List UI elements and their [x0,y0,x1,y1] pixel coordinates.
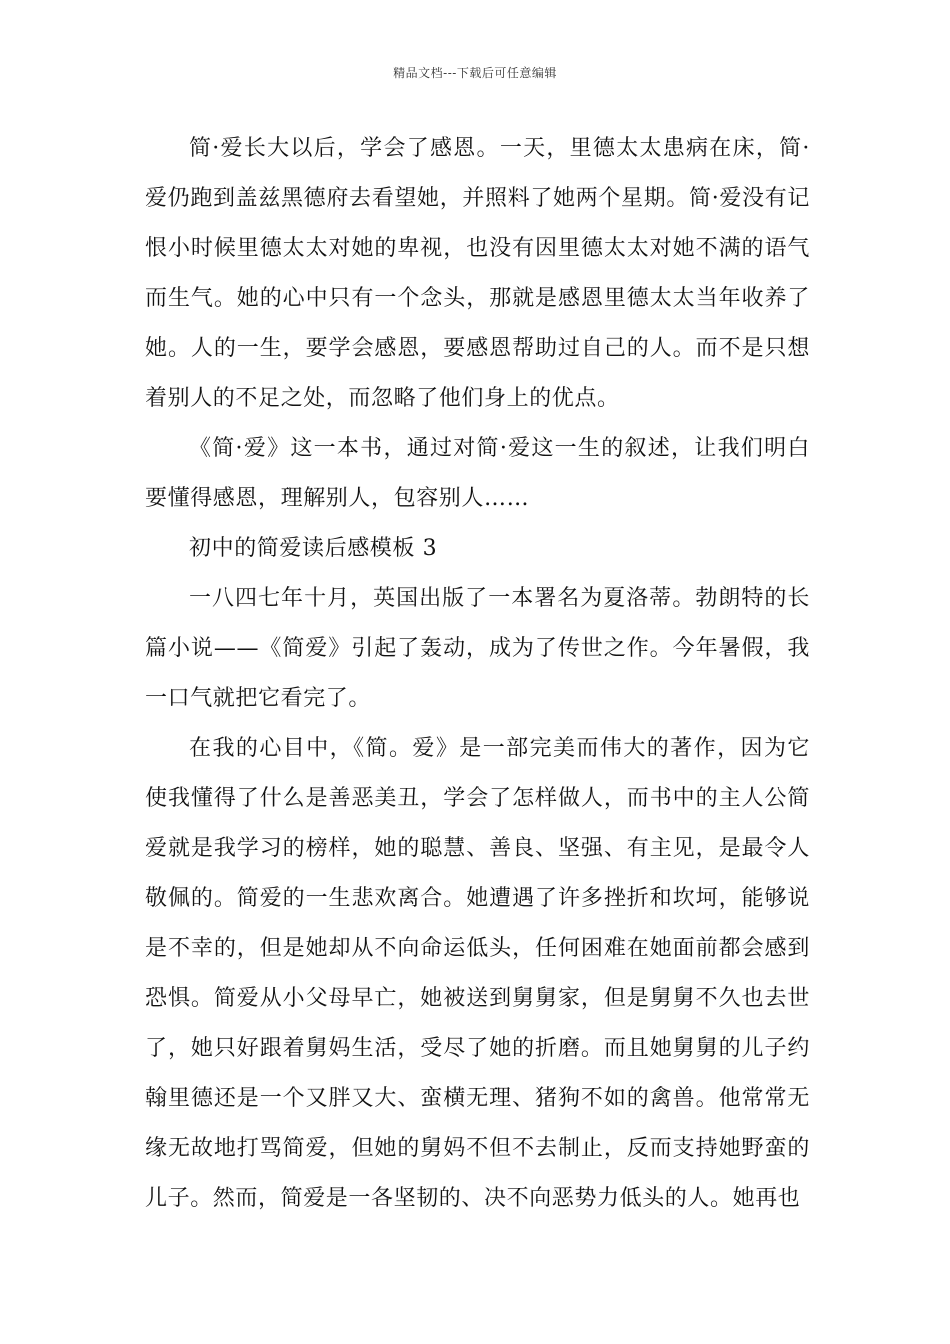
page-header: 精品文档---下载后可任意编辑 [393,66,557,80]
section-title: 初中的简爱读后感模板 3 [189,536,438,561]
paragraph-admiration: 在我的心目中，《简。爱》是一部完美而伟大的著作，因为它使我懂得了什么是善恶美丑，学会了怎样做人，而书中的主人公简爱就是我学习的榜样，她的聪慧、善良、坚强、有主见，是最令人敬佩的。简爱的一生悲欢离合。她遭遇了许多挫折和坎坷，能够说是不幸的，但是她却从不向命运低头，任何困难在她面前都会感到恐惧。简爱从小父母早亡，她被送到舅舅家，但是舅舅不久也去世了，她只好跟着舅妈生活，受尽了她的折磨。而且她舅舅的儿子约翰里德还是一个又胖又大、蛮横无理、猪狗不如的禽兽。他常常无缘无故地打骂简爱，但她的舅妈不但不去制止，反而支持她野蛮的儿子。然而，简爱是一各坚韧的、决不向恶势力低头的人。她再也 [145,736,810,1211]
paragraph-gratitude: 简·爱长大以后，学会了感恩。一天，里德太太患病在床，简·爱仍跑到盖兹黑德府去看望她，并照料了她两个星期。简·爱没有记恨小时候里德太太对她的卑视，也没有因里德太太对她不满的语气而生气。她的心中只有一个念头，那就是感恩里德太太当年收养了她。人的一生，要学会感恩，要感恩帮助过自己的人。而不是只想着别人的不足之处，而忽略了他们身上的优点。 [145,136,810,411]
paragraph-publication: 一八四七年十月，英国出版了一本署名为夏洛蒂。勃朗特的长篇小说——《简爱》引起了轰动，成为了传世之作。今年暑假，我一口气就把它看完了。 [145,586,810,711]
document-body [145,124,810,1224]
paragraph-book-summary: 《简·爱》这一本书，通过对简·爱这一生的叙述，让我们明白要懂得感恩，理解别人，包容别人…… [145,436,810,511]
